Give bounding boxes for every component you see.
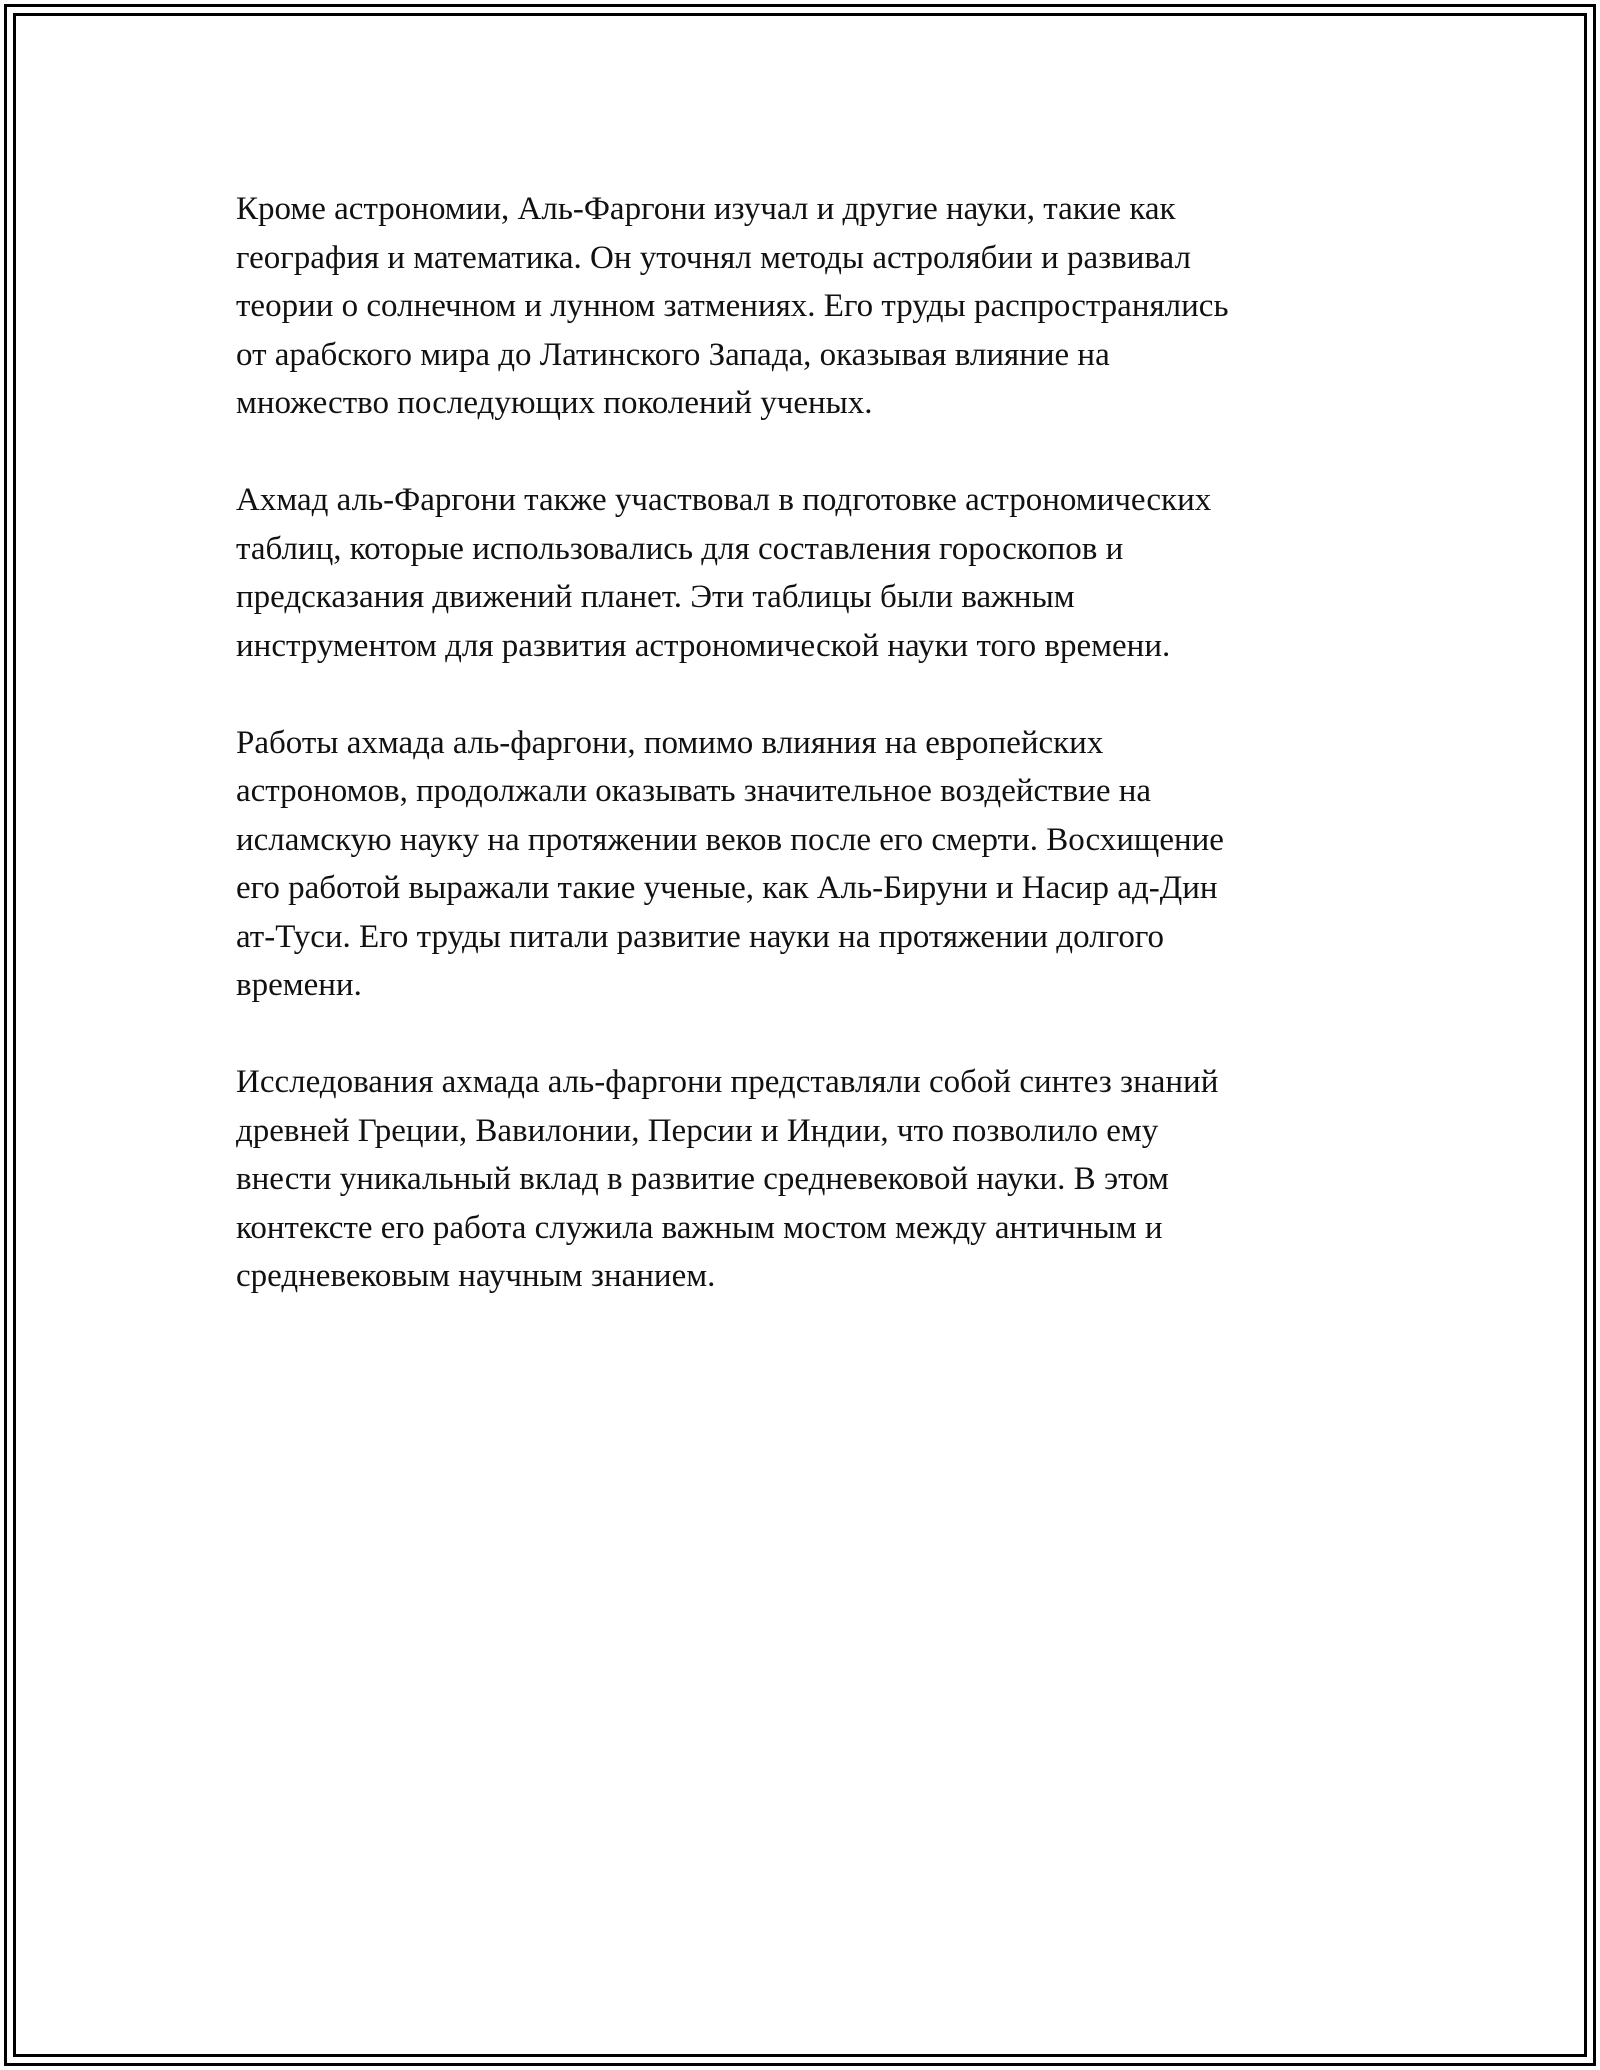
paragraph-1: Кроме астрономии, Аль-Фаргони изучал и другие науки, такие как география и математика. Он уточнял методы астролябии и развивал теории о солнечном и лунном затмениях. Его труды распространялись от арабского мира до Латинского Запада, оказывая влияние на множество последующих поколений ученых. [236, 191, 1229, 421]
document-body [236, 185, 1366, 1349]
paragraph-2: Ахмад аль-Фаргони также участвовал в подготовке астрономических таблиц, которые использовались для составления гороскопов и предсказания движений планет. Эти таблицы были важным инструментом для развития астрономической науки того времени. [236, 482, 1212, 664]
paragraph-4: Исследования ахмада аль-фаргони представляли собой синтез знаний древней Греции, Вавилонии, Персии и Индии, что позволило ему внести уникальный вклад в развитие средневековой науки. В этом контексте его работа служила важным мостом между античным и средневековым научным знанием. [236, 1064, 1219, 1294]
paragraph-3: Работы ахмада аль-фаргони, помимо влияния на европейских астрономов, продолжали оказывать значительное воздействие на исламскую науку на протяжении веков после его смерти. Восхищение его работой выражали такие ученые, как Аль-Бируни и Насир ад-Дин ат-Туси. Его труды питали развитие науки на протяжении долгого времени. [236, 724, 1224, 1003]
